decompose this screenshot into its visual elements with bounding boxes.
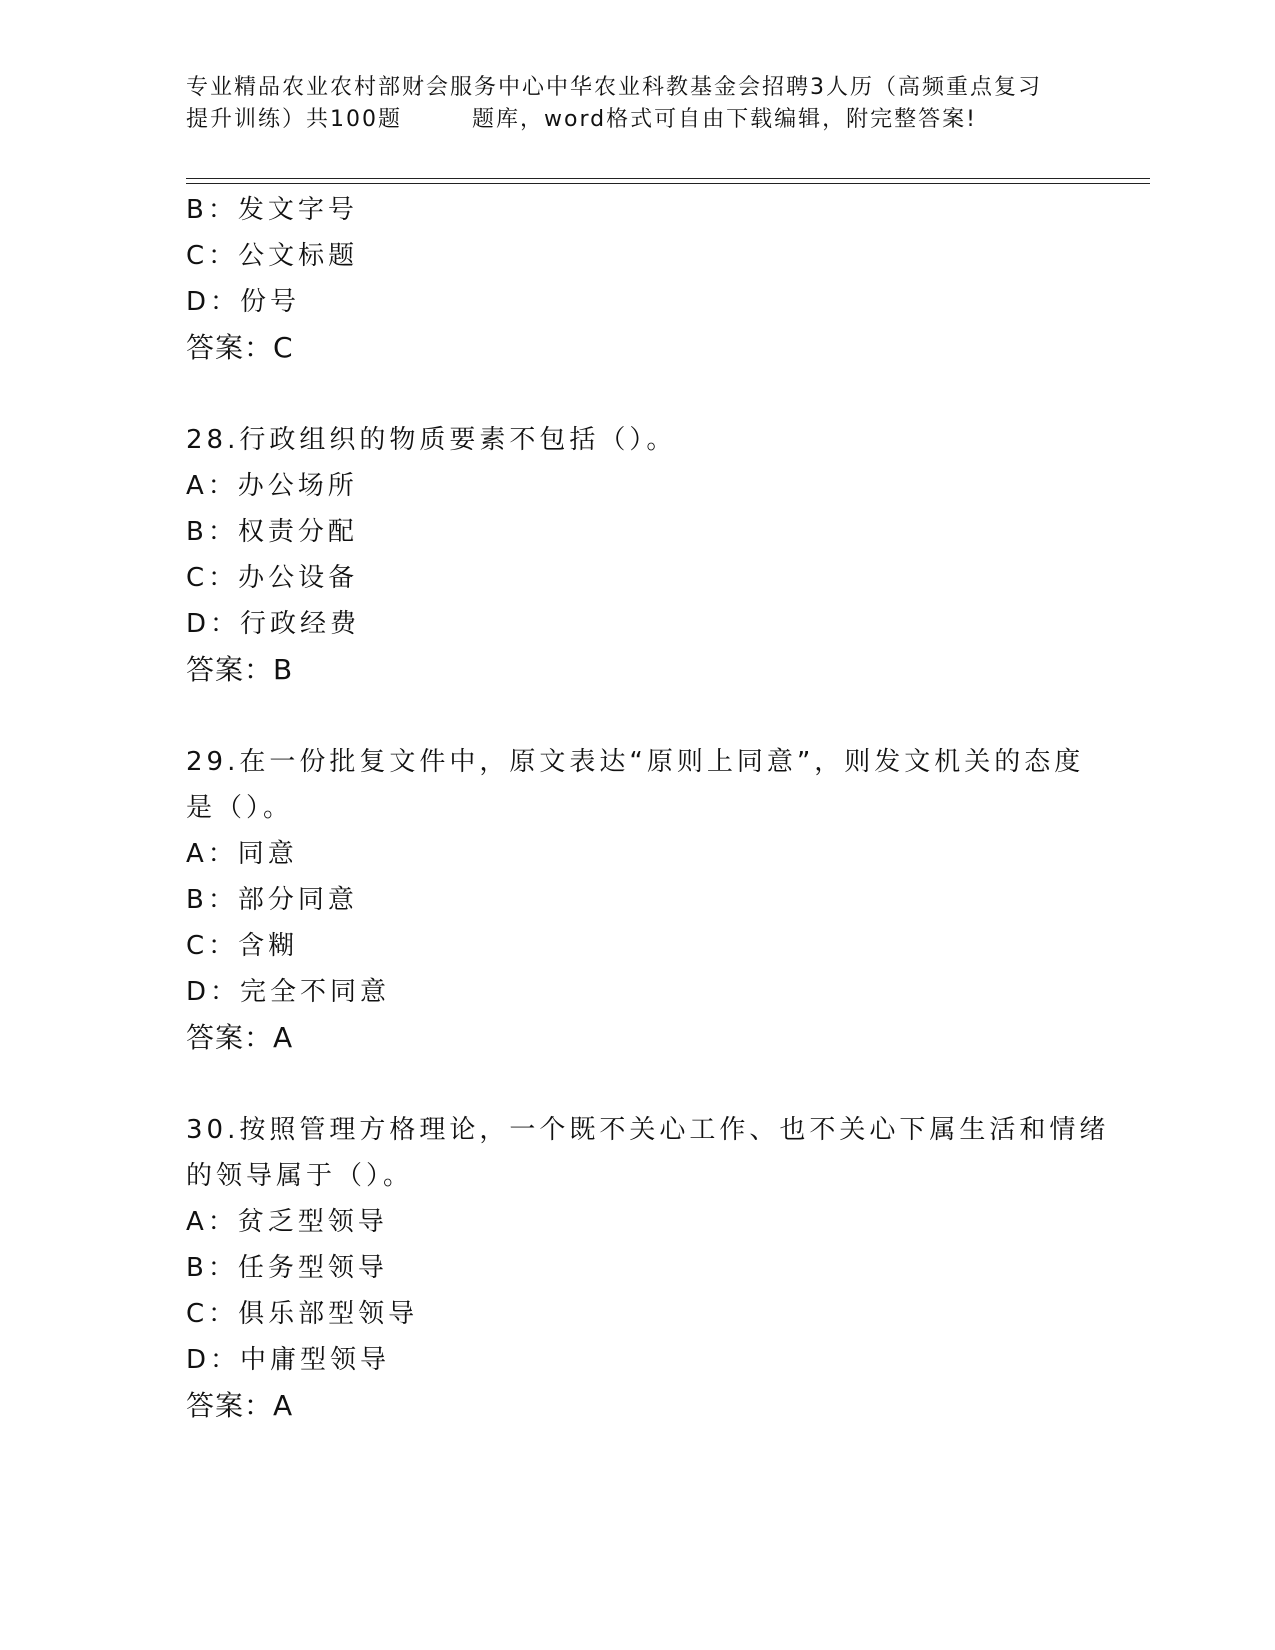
question-block-30 — [186, 1107, 1110, 1429]
option-b: B：部分同意 — [186, 885, 358, 915]
option-c: C：办公设备 — [186, 563, 359, 593]
option-b: B：权责分配 — [186, 517, 358, 547]
question-text: 28.行政组织的物质要素不包括（）。 — [186, 425, 677, 455]
question-text-continued: 是（）。 — [186, 793, 294, 823]
document-header — [186, 72, 1086, 136]
answer: 答案：A — [186, 1389, 294, 1422]
header-line-2 — [186, 104, 1086, 136]
option-c: C：俱乐部型领导 — [186, 1299, 419, 1329]
option-a: A：同意 — [186, 839, 298, 869]
answer: 答案：C — [186, 331, 294, 364]
option-a: A：贫乏型领导 — [186, 1207, 388, 1237]
option-b: B：任务型领导 — [186, 1253, 388, 1283]
option-a: A：办公场所 — [186, 471, 358, 501]
header-divider-bottom — [186, 183, 1150, 184]
option-d: D：中庸型领导 — [186, 1345, 391, 1375]
question-text-continued: 的领导属于（）。 — [186, 1161, 414, 1191]
header-divider-top — [186, 178, 1150, 179]
document-body — [186, 187, 1110, 1429]
option-b: B：发文字号 — [186, 195, 358, 225]
header-line-2-part-2: 题库，word格式可自由下载编辑，附完整答案! — [472, 107, 977, 132]
question-block-27 — [186, 187, 1086, 371]
header-line-2-part-1: 提升训练）共100题 — [186, 107, 402, 132]
answer: 答案：A — [186, 1021, 294, 1054]
option-d: D：完全不同意 — [186, 977, 391, 1007]
answer: 答案：B — [186, 653, 294, 686]
question-text: 29.在一份批复文件中，原文表达“原则上同意”，则发文机关的态度 — [186, 747, 1085, 777]
option-d: D：行政经费 — [186, 609, 361, 639]
option-c: C：公文标题 — [186, 241, 359, 271]
option-d: D：份号 — [186, 287, 301, 317]
question-text: 30.按照管理方格理论，一个既不关心工作、也不关心下属生活和情绪 — [186, 1115, 1110, 1145]
header-line-1: 专业精品农业农村部财会服务中心中华农业科教基金会招聘3人历（高频重点复习 — [186, 75, 1042, 100]
question-block-28 — [186, 417, 1086, 693]
question-block-29 — [186, 739, 1086, 1061]
option-c: C：含糊 — [186, 931, 299, 961]
